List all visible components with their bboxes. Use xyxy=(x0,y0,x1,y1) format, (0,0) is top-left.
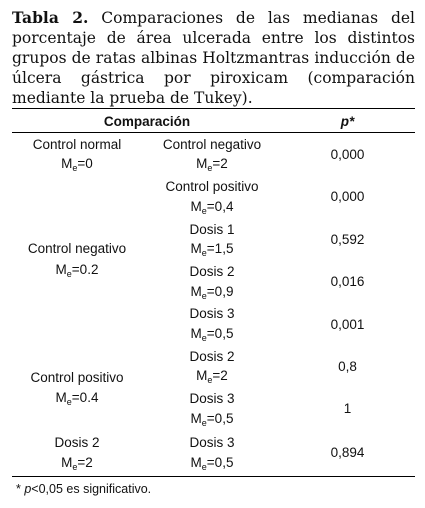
group-median: $M_e=2$ xyxy=(61,455,93,472)
comparison-median: $M_e=0,4$ xyxy=(190,199,234,216)
group-name: Dosis 2 xyxy=(54,435,100,450)
comparison-name: Control negativo xyxy=(162,137,262,152)
header-rule xyxy=(12,132,415,133)
p-value: 0,894 xyxy=(330,445,365,460)
comparison-median: $M_e=2$ xyxy=(196,368,228,385)
p-value: 0,592 xyxy=(330,232,365,247)
group-name: Control normal xyxy=(32,137,122,152)
header-p: p* xyxy=(340,114,355,129)
comparison-median: $M_e=1,5$ xyxy=(190,241,234,258)
comparison-name: Dosis 1 xyxy=(189,222,235,237)
comparison-name: Dosis 3 xyxy=(189,435,235,450)
comparison-median: $M_e=0,5$ xyxy=(190,455,234,472)
bottom-rule xyxy=(12,476,415,477)
p-value: 1 xyxy=(343,401,352,416)
header-comparison: Comparación xyxy=(103,114,191,129)
p-value: 0,001 xyxy=(330,317,365,332)
comparison-name: Dosis 3 xyxy=(189,306,235,321)
comparison-median: $M_e=0,9$ xyxy=(190,284,234,301)
group-name: Control negativo xyxy=(27,241,127,256)
comparison-median: $M_e=0,5$ xyxy=(190,326,234,343)
comparison-name: Dosis 3 xyxy=(189,391,235,406)
comparison-name: Dosis 2 xyxy=(189,349,235,364)
table-footnote: * p<0,05 es significativo. xyxy=(16,482,152,496)
p-value: 0,000 xyxy=(330,189,365,204)
p-value: 0,8 xyxy=(338,359,357,374)
caption-text: Comparaciones de las medianas del porcentaje de área ulcerada entre los distintos grupos de ratas albinas Holtzmantras inducción de úlcera gástrica por piroxicam (comparación mediante la prueba de Tukey). xyxy=(12,9,415,107)
caption-label: Tabla 2. xyxy=(12,8,89,27)
table-caption xyxy=(12,8,415,108)
group-median: $M_e=0.2$ xyxy=(55,262,99,279)
comparison-median: $M_e=2$ xyxy=(196,156,228,173)
comparison-name: Dosis 2 xyxy=(189,264,235,279)
group-median: $M_e=0$ xyxy=(61,156,93,173)
comparison-median: $M_e=0,5$ xyxy=(190,411,234,428)
group-name: Control positivo xyxy=(30,370,124,385)
comparison-name: Control positivo xyxy=(165,179,259,194)
p-value: 0,000 xyxy=(330,147,365,162)
p-value: 0,016 xyxy=(330,274,365,289)
group-median: $M_e=0.4$ xyxy=(55,390,99,407)
top-rule xyxy=(12,108,415,109)
